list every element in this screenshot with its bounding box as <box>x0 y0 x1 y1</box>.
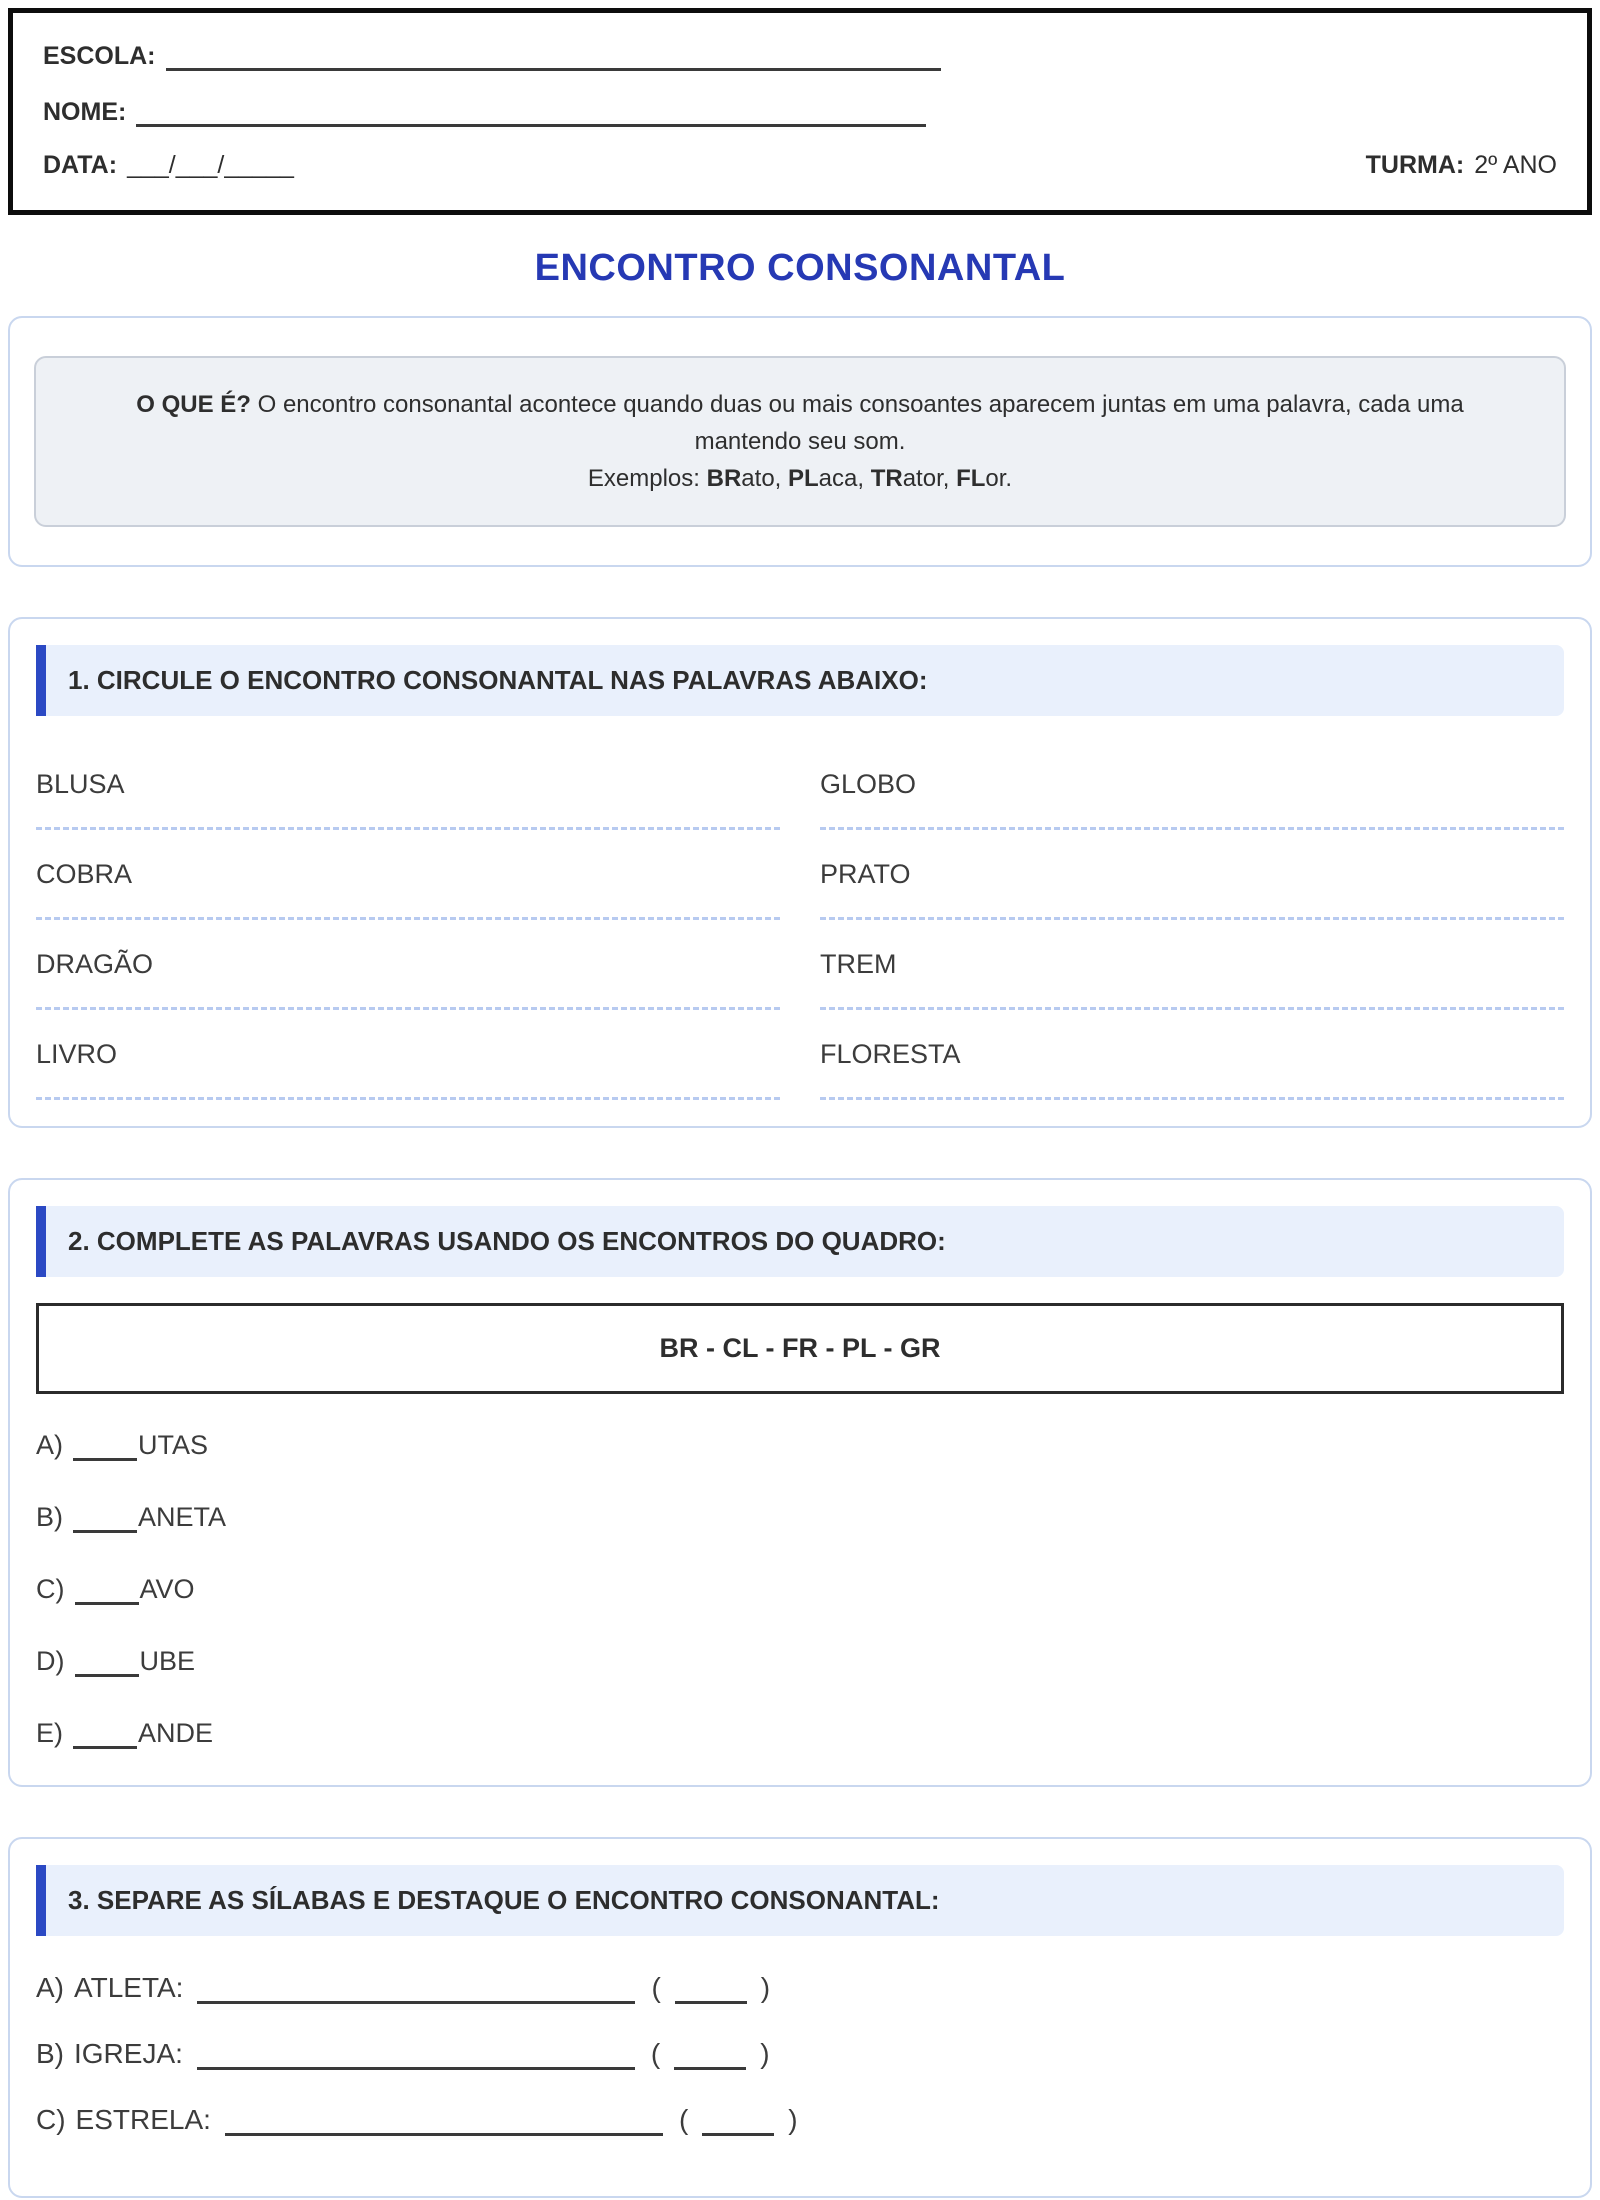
item-suffix: ANETA <box>138 1501 227 1532</box>
example-rest: aca, <box>818 464 871 492</box>
item-label: B) <box>36 2037 64 2069</box>
syllable-blank-line <box>225 2105 663 2136</box>
syllable-list <box>36 1972 1564 2136</box>
escola-row <box>43 39 1557 71</box>
section-1-header <box>36 645 1564 716</box>
syllable-item <box>36 2104 1564 2136</box>
escola-label: ESCOLA: <box>43 41 156 70</box>
example-rest: or. <box>985 464 1013 492</box>
fill-blank-line <box>73 1719 137 1749</box>
item-label: A) <box>36 1971 64 2003</box>
info-examples-line <box>90 460 1510 497</box>
word-item: PRATO <box>820 830 1564 920</box>
fill-item <box>36 1430 1564 1461</box>
fill-item <box>36 1646 1564 1677</box>
item-suffix: UTAS <box>138 1429 209 1460</box>
info-card <box>8 316 1592 567</box>
section-2-card <box>8 1178 1592 1787</box>
word-grid <box>36 740 1564 1100</box>
example-cluster: FL <box>956 464 986 492</box>
student-id-box <box>8 8 1592 215</box>
item-label: E) <box>36 1717 63 1748</box>
section-1-heading: 1. CIRCULE O ENCONTRO CONSONANTAL NAS PALAVRAS ABAIXO: <box>46 645 1564 716</box>
data-label: DATA: <box>43 150 118 179</box>
example-word <box>956 465 1012 492</box>
example-cluster: BR <box>706 464 742 492</box>
word-item: COBRA <box>36 830 780 920</box>
word-item: BLUSA <box>36 740 780 830</box>
syllable-item <box>36 2038 1564 2070</box>
item-label: C) <box>36 2103 66 2135</box>
turma-label: TURMA: <box>1365 150 1465 179</box>
syllable-blank-line <box>197 1973 635 2004</box>
turma-group <box>1366 151 1557 180</box>
fill-item <box>36 1718 1564 1749</box>
fill-in-list <box>36 1430 1564 1749</box>
word-item: FLORESTA <box>820 1010 1564 1100</box>
info-box <box>34 356 1566 527</box>
example-word <box>871 465 956 492</box>
paren-open: ( <box>650 2037 661 2069</box>
fill-item <box>36 1574 1564 1605</box>
count-blank-line <box>702 2105 774 2136</box>
section-3-heading: 3. SEPARE AS SÍLABAS E DESTAQUE O ENCONTRO CONSONANTAL: <box>46 1865 1564 1936</box>
item-label: B) <box>36 1501 63 1532</box>
example-cluster: TR <box>870 464 903 492</box>
example-word <box>707 465 788 492</box>
section-3-header <box>36 1865 1564 1936</box>
fill-blank-line <box>75 1575 139 1605</box>
nome-blank-line <box>136 95 926 127</box>
item-label: D) <box>36 1645 65 1676</box>
section-2-header <box>36 1206 1564 1277</box>
paren-open: ( <box>651 1971 661 2003</box>
word-item: TREM <box>820 920 1564 1010</box>
data-turma-row <box>43 151 1557 180</box>
info-definition <box>90 386 1510 460</box>
example-cluster: PL <box>788 464 819 492</box>
fill-blank-line <box>73 1503 137 1533</box>
section-accent-bar <box>36 1865 46 1936</box>
paren-close: ) <box>760 2037 770 2069</box>
syllable-item <box>36 1972 1564 2004</box>
nome-row <box>43 95 1557 127</box>
paren-close: ) <box>788 2103 798 2135</box>
info-definition-text: O encontro consonantal acontece quando duas ou mais consoantes aparecem juntas em uma palavra, cada uma mantendo seu som. <box>257 390 1464 455</box>
page-title: ENCONTRO CONSONANTAL <box>534 246 1066 289</box>
turma-value: 2º ANO <box>1474 150 1557 179</box>
item-suffix: AVO <box>139 1573 195 1604</box>
section-2-heading: 2. COMPLETE AS PALAVRAS USANDO OS ENCONTROS DO QUADRO: <box>46 1206 1564 1277</box>
nome-label: NOME: <box>43 97 127 126</box>
fill-blank-line <box>75 1647 139 1677</box>
examples-label: Exemplos: <box>587 464 700 492</box>
data-group <box>43 151 294 180</box>
item-word: IGREJA: <box>74 2037 183 2069</box>
syllable-blank-line <box>197 2039 635 2070</box>
item-word: ESTRELA: <box>75 2103 211 2135</box>
example-word <box>788 465 871 492</box>
word-item: GLOBO <box>820 740 1564 830</box>
item-suffix: UBE <box>139 1645 196 1676</box>
fill-blank-line <box>73 1431 137 1461</box>
item-label: A) <box>36 1429 63 1460</box>
item-word: ATLETA: <box>74 1971 184 2003</box>
paren-close: ) <box>760 1971 771 2003</box>
count-blank-line <box>675 1973 747 2004</box>
escola-blank-line <box>166 39 941 71</box>
info-question-label: O QUE É? <box>136 390 251 418</box>
section-accent-bar <box>36 645 46 716</box>
item-suffix: ANDE <box>138 1717 214 1748</box>
section-3-card <box>8 1837 1592 2198</box>
data-blank-value: ___/___/_____ <box>127 150 294 179</box>
section-accent-bar <box>36 1206 46 1277</box>
section-1-card <box>8 617 1592 1128</box>
word-item: LIVRO <box>36 1010 780 1100</box>
word-item: DRAGÃO <box>36 920 780 1010</box>
cluster-bank-box: BR - CL - FR - PL - GR <box>36 1303 1564 1394</box>
fill-item <box>36 1502 1564 1533</box>
paren-open: ( <box>678 2103 689 2135</box>
example-rest: ato, <box>741 464 788 492</box>
count-blank-line <box>674 2039 746 2070</box>
example-rest: ator, <box>902 464 957 492</box>
item-label: C) <box>36 1573 65 1604</box>
